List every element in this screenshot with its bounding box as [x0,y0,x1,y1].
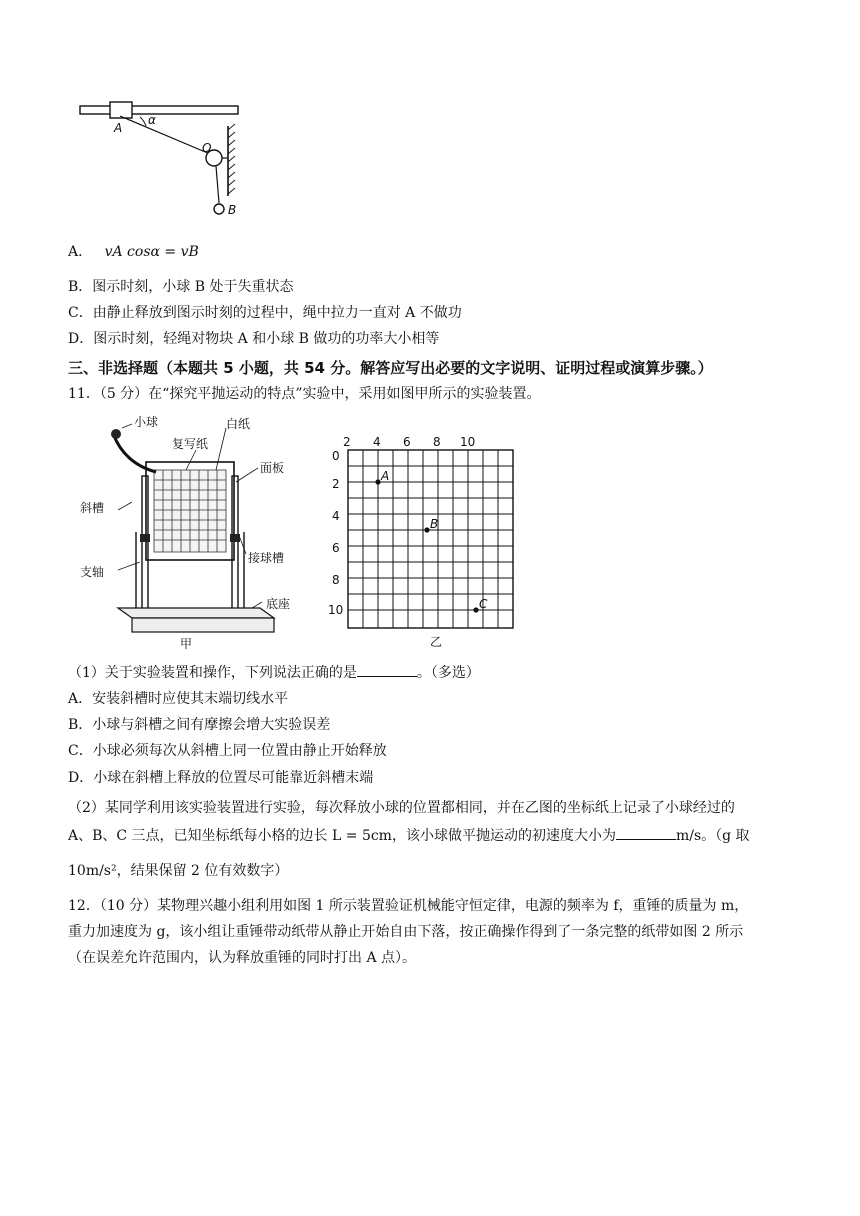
q11-part2-line1: （2）某同学利用该实验装置进行实验，每次释放小球的位置都相同，并在乙图的坐标纸上记录了小球经过的 [68,800,735,816]
q11-option-c: C．小球必须每次从斜槽上同一位置由静止开始释放 [68,743,387,759]
grid-figure [326,432,526,652]
caption-yi: 乙 [430,635,443,649]
q12-line2: 重力加速度为 g，该小组让重锤带动纸带从静止开始自由下落，按正确操作得到了一条完整的纸带如图 2 所示 [68,924,744,940]
grid-paper [154,470,226,552]
answer-blank-2 [616,825,676,840]
label-chute: 斜槽 [80,501,105,515]
option-b: B．图示时刻，小球 B 处于失重状态 [68,279,294,295]
rope [120,116,210,154]
point-b [424,527,429,532]
label-carbon: 复写纸 [172,437,209,451]
label-paper: 白纸 [226,417,251,431]
label-a: A [114,121,123,135]
label-o: O [202,141,212,155]
q12-line1: 12．（10 分）某物理兴趣小组利用如图 1 所示装置验证机械能守恒定律，电源的频率为 f，重锤的质量为 m， [68,898,749,914]
label-b: B [228,203,237,217]
q11-part1: （1）关于实验装置和操作，下列说法正确的是 。（多选） [68,662,480,684]
option-d: D．图示时刻，轻绳对物块 A 和小球 B 做功的功率大小相等 [68,331,440,347]
point-a-label: A [381,469,390,483]
q11-part2-line3: 10m/s²，结果保留 2 位有效数字） [68,863,289,879]
ball [111,429,121,439]
label-panel: 面板 [260,461,285,475]
q12-line3: （在误差允许范围内，认为释放重锤的同时打出 A 点）。 [68,950,417,966]
q11-option-b: B．小球与斜槽之间有摩擦会增大实验误差 [68,717,331,733]
horizontal-rod [80,106,238,114]
x-tick-10: 10 [460,435,476,449]
option-c: C．由静止释放到图示时刻的过程中，绳中拉力一直对 A 不做功 [68,305,462,321]
point-c [473,607,478,612]
option-a: A． vA cosα = vB [68,244,199,260]
y-tick-10: 10 [328,603,344,617]
section-title: 三、非选择题（本题共 5 小题，共 54 分。解答应写出必要的文字说明、证明过程或演算步骤。） [68,359,713,377]
y-tick-2: 2 [332,477,340,491]
label-ball: 小球 [134,415,159,429]
base [118,608,274,618]
q11-part2-line2: A、B、C 三点，已知坐标纸每小格的边长 L = 5cm，该小球做平抛运动的初速度大小为 m/s。（g 取 [68,825,750,847]
point-c-label: C [479,597,488,611]
y-tick-4: 4 [332,509,340,523]
x-tick-4: 4 [373,435,381,449]
x-tick-8: 8 [433,435,441,449]
caption-jia: 甲 [180,637,193,651]
point-b-label: B [430,517,439,531]
formula-va-cos-alpha: vA cosα = vB [104,244,199,260]
apparatus-figure [76,412,326,652]
label-catch: 接球槽 [248,551,285,565]
x-tick-6: 6 [403,435,411,449]
point-a [375,479,380,484]
question-11: 11．（5 分）在“探究平抛运动的特点”实验中，采用如图甲所示的实验装置。 [68,386,541,402]
label-alpha: α [148,113,156,127]
slider-pulley-figure [76,96,246,220]
answer-blank-1 [357,662,417,677]
ball-b [214,204,224,214]
label-base: 底座 [266,597,291,611]
label-axle: 支轴 [80,565,105,579]
block-a [110,102,132,118]
y-tick-6: 6 [332,541,340,555]
coordinate-grid [348,450,513,628]
left-axle [142,476,148,612]
y-tick-0: 0 [332,449,340,463]
y-tick-8: 8 [332,573,340,587]
chute [114,436,156,472]
x-tick-2: 2 [343,435,351,449]
q11-option-a: A．安装斜槽时应使其末端切线水平 [68,691,289,707]
q11-option-d: D．小球在斜槽上释放的位置尽可能靠近斜槽末端 [68,770,374,786]
right-axle [232,476,238,612]
